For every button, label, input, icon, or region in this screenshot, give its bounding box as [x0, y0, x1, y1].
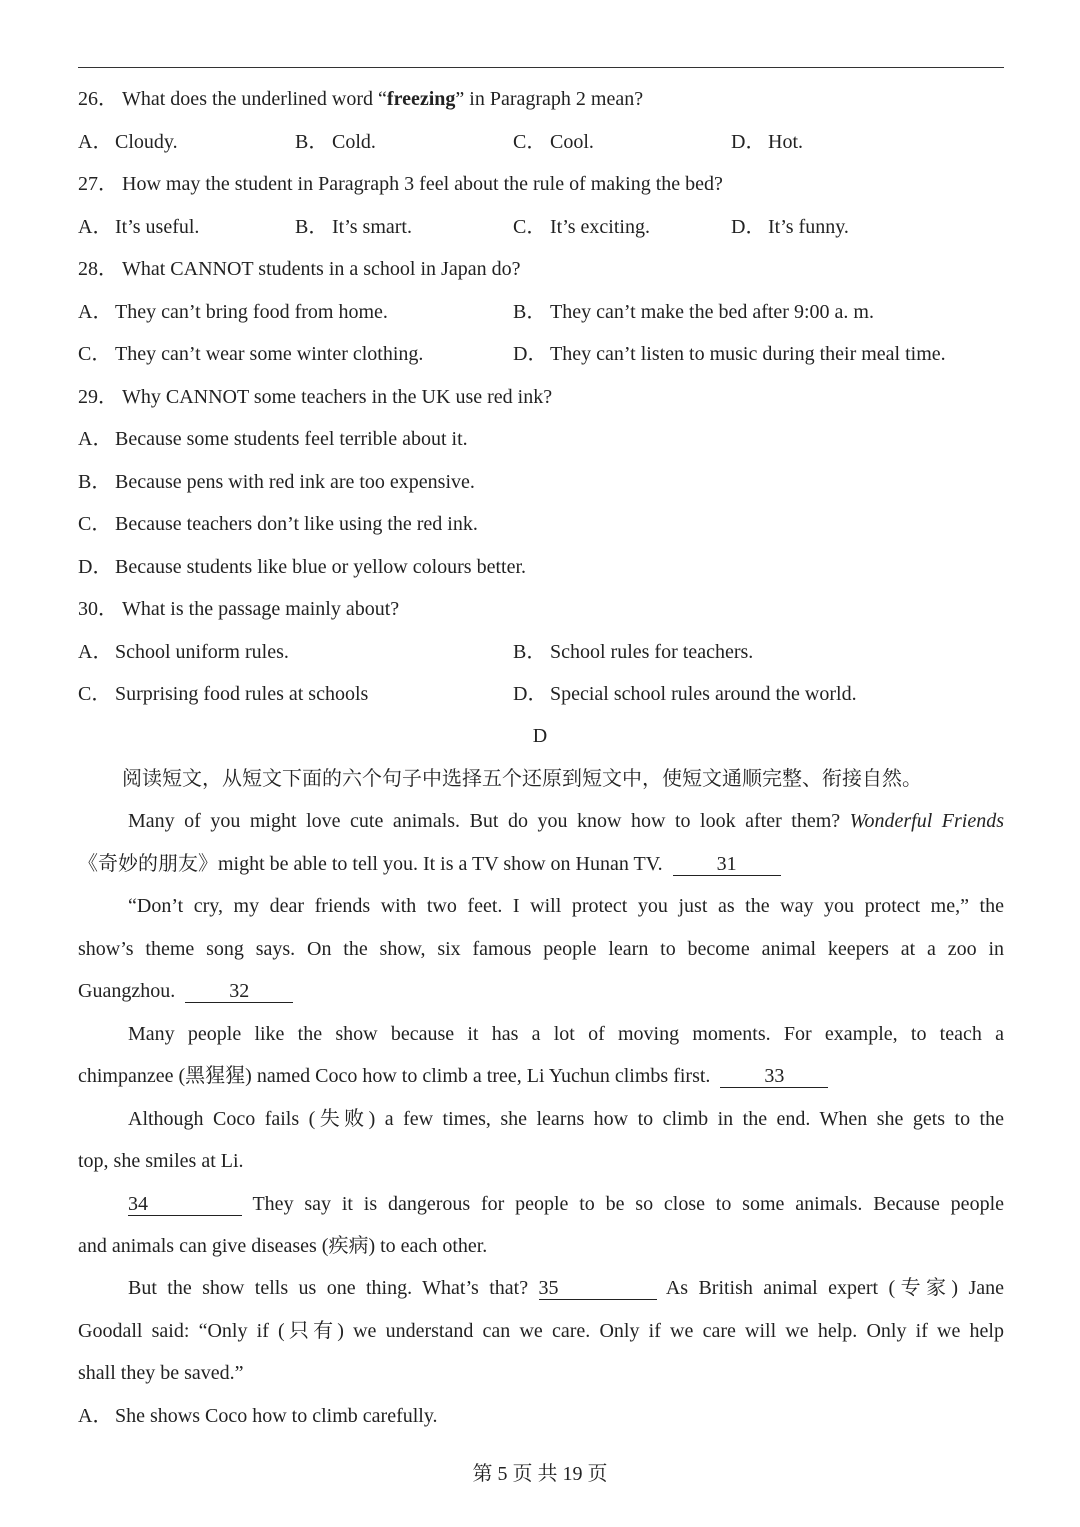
- question-number: 28．: [78, 258, 118, 280]
- option-30-b[interactable]: [513, 640, 753, 664]
- option-text: Because some students feel terrible about it.: [115, 428, 468, 450]
- option-label: B．: [295, 216, 329, 238]
- option-text: She shows Coco how to climb carefully.: [115, 1405, 438, 1427]
- option-label: C．: [78, 683, 112, 705]
- option-label: D．: [78, 556, 113, 578]
- option-28-a[interactable]: [78, 300, 388, 324]
- question-26: [78, 87, 643, 111]
- option-30-a[interactable]: [78, 640, 289, 664]
- option-text: They can’t listen to music during their meal time.: [550, 343, 946, 365]
- passage-p2-line3: [78, 979, 293, 1003]
- option-label: D．: [513, 343, 548, 365]
- question-27: [78, 172, 723, 196]
- option-label: D．: [731, 131, 766, 153]
- option-text: It’s funny.: [768, 216, 849, 238]
- option-label: C．: [78, 513, 112, 535]
- option-29-c[interactable]: [78, 512, 478, 536]
- question-number: 26．: [78, 88, 118, 110]
- option-text: Hot.: [768, 131, 803, 153]
- option-27-c[interactable]: [513, 215, 650, 239]
- option-26-d[interactable]: [731, 130, 803, 154]
- passage-p6-line2: Goodall said: “Only if (只有) we understand can we care. Only if we care will we help. Only if we help: [78, 1320, 1004, 1342]
- passage-p3-line1: Many people like the show because it has a lot of moving moments. For example, to teach a: [128, 1023, 1004, 1045]
- option-text: Special school rules around the world.: [550, 683, 857, 705]
- option-label: A．: [78, 641, 113, 663]
- page-footer: 第 5 页 共 19 页: [472, 1463, 608, 1485]
- option-28-b[interactable]: [513, 300, 874, 324]
- option-26-b[interactable]: [295, 130, 376, 154]
- option-text: Cloudy.: [115, 131, 178, 153]
- option-text: It’s smart.: [332, 216, 412, 238]
- option-text: Cool.: [550, 131, 594, 153]
- passage-text: As British animal expert (专家) Jane: [665, 1277, 1005, 1299]
- question-stem: Why CANNOT some teachers in the UK use red ink?: [122, 386, 553, 408]
- passage-p1-line1: [78, 809, 1004, 833]
- passage-p4-line2: top, she smiles at Li.: [78, 1150, 244, 1172]
- option-text: Because students like blue or yellow colours better.: [115, 556, 527, 578]
- option-label: A．: [78, 1405, 113, 1427]
- option-label: C．: [78, 343, 112, 365]
- option-29-d[interactable]: [78, 555, 526, 579]
- passage-text: 《奇妙的朋友》might be able to tell you. It is a TV show on Hunan TV.: [78, 853, 663, 875]
- blank-33[interactable]: 33: [720, 1065, 828, 1088]
- question-number: 29．: [78, 386, 118, 408]
- question-stem: What is the passage mainly about?: [122, 598, 400, 620]
- option-label: B．: [513, 301, 547, 323]
- option-text: Because pens with red ink are too expensive.: [115, 471, 475, 493]
- question-30: [78, 597, 399, 621]
- option-text: They can’t wear some winter clothing.: [115, 343, 424, 365]
- option-text: School rules for teachers.: [550, 641, 754, 663]
- option-text: Cold.: [332, 131, 376, 153]
- option-label: C．: [513, 131, 547, 153]
- question-number: 30．: [78, 598, 118, 620]
- show-title: Wonderful Friends: [849, 810, 1005, 832]
- passage-text: They say it is dangerous for people to be so close to some animals. Because people: [252, 1193, 1004, 1215]
- option-label: B．: [78, 471, 112, 493]
- option-label: A．: [78, 301, 113, 323]
- passage-text: Many of you might love cute animals. But do you know how to look after them?: [128, 810, 841, 832]
- passage-p2-line2: show’s theme song says. On the show, six famous people learn to become animal keepers at a zoo in: [78, 938, 1004, 960]
- passage-p4-line1: Although Coco fails (失败) a few times, she learns how to climb in the end. When she gets to the: [128, 1108, 1004, 1130]
- option-27-a[interactable]: [78, 215, 199, 239]
- question-stem: How may the student in Paragraph 3 feel about the rule of making the bed?: [122, 173, 723, 195]
- section-d-option-a[interactable]: [78, 1404, 438, 1428]
- option-text: They can’t bring food from home.: [115, 301, 388, 323]
- section-instruction: 阅读短文，从短文下面的六个句子中选择五个还原到短文中，使短文通顺完整、衔接自然。: [122, 768, 922, 790]
- passage-p5-line2: and animals can give diseases (疾病) to each other.: [78, 1235, 488, 1257]
- passage-p5-line1: [78, 1192, 1004, 1216]
- blank-34[interactable]: 34: [128, 1193, 242, 1216]
- passage-p6-line1: [78, 1276, 1004, 1300]
- option-27-b[interactable]: [295, 215, 412, 239]
- option-30-c[interactable]: [78, 682, 368, 706]
- option-label: B．: [295, 131, 329, 153]
- option-label: C．: [513, 216, 547, 238]
- question-stem: What CANNOT students in a school in Japan do?: [122, 258, 521, 280]
- option-label: D．: [731, 216, 766, 238]
- option-26-a[interactable]: [78, 130, 178, 154]
- passage-text: chimpanzee (黑猩猩) named Coco how to climb a tree, Li Yuchun climbs first.: [78, 1065, 711, 1087]
- option-30-d[interactable]: [513, 682, 857, 706]
- question-number: 27．: [78, 173, 118, 195]
- section-heading: D: [532, 725, 548, 747]
- bold-word: freezing: [386, 88, 456, 110]
- option-text: They can’t make the bed after 9:00 a. m.: [550, 301, 874, 323]
- option-29-b[interactable]: [78, 470, 475, 494]
- blank-31[interactable]: 31: [673, 853, 781, 876]
- question-28: [78, 257, 520, 281]
- question-29: [78, 385, 552, 409]
- option-text: Because teachers don’t like using the red ink.: [115, 513, 478, 535]
- passage-p3-line2: [78, 1064, 828, 1088]
- question-stem: What does the underlined word “: [122, 88, 387, 110]
- passage-p2-line1: “Don’t cry, my dear friends with two feet. I will protect you just as the way you protect me,” the: [128, 895, 1004, 917]
- option-text: School uniform rules.: [115, 641, 289, 663]
- option-label: B．: [513, 641, 547, 663]
- header-rule: [78, 67, 1004, 68]
- option-29-a[interactable]: [78, 427, 468, 451]
- blank-32[interactable]: 32: [185, 980, 293, 1003]
- passage-p1-line2: [78, 852, 781, 876]
- option-text: It’s useful.: [115, 216, 200, 238]
- option-27-d[interactable]: [731, 215, 849, 239]
- option-label: A．: [78, 131, 113, 153]
- option-label: A．: [78, 216, 113, 238]
- option-text: It’s exciting.: [550, 216, 650, 238]
- passage-text: Guangzhou.: [78, 980, 176, 1002]
- option-28-d[interactable]: [513, 342, 946, 366]
- blank-35[interactable]: 35: [539, 1277, 657, 1300]
- passage-p6-line3: shall they be saved.”: [78, 1362, 244, 1384]
- option-label: D．: [513, 683, 548, 705]
- option-26-c[interactable]: [513, 130, 594, 154]
- question-stem-end: ” in Paragraph 2 mean?: [455, 88, 644, 110]
- option-label: A．: [78, 428, 113, 450]
- passage-text: But the show tells us one thing. What’s that?: [128, 1277, 529, 1299]
- option-text: Surprising food rules at schools: [115, 683, 369, 705]
- option-28-c[interactable]: [78, 342, 423, 366]
